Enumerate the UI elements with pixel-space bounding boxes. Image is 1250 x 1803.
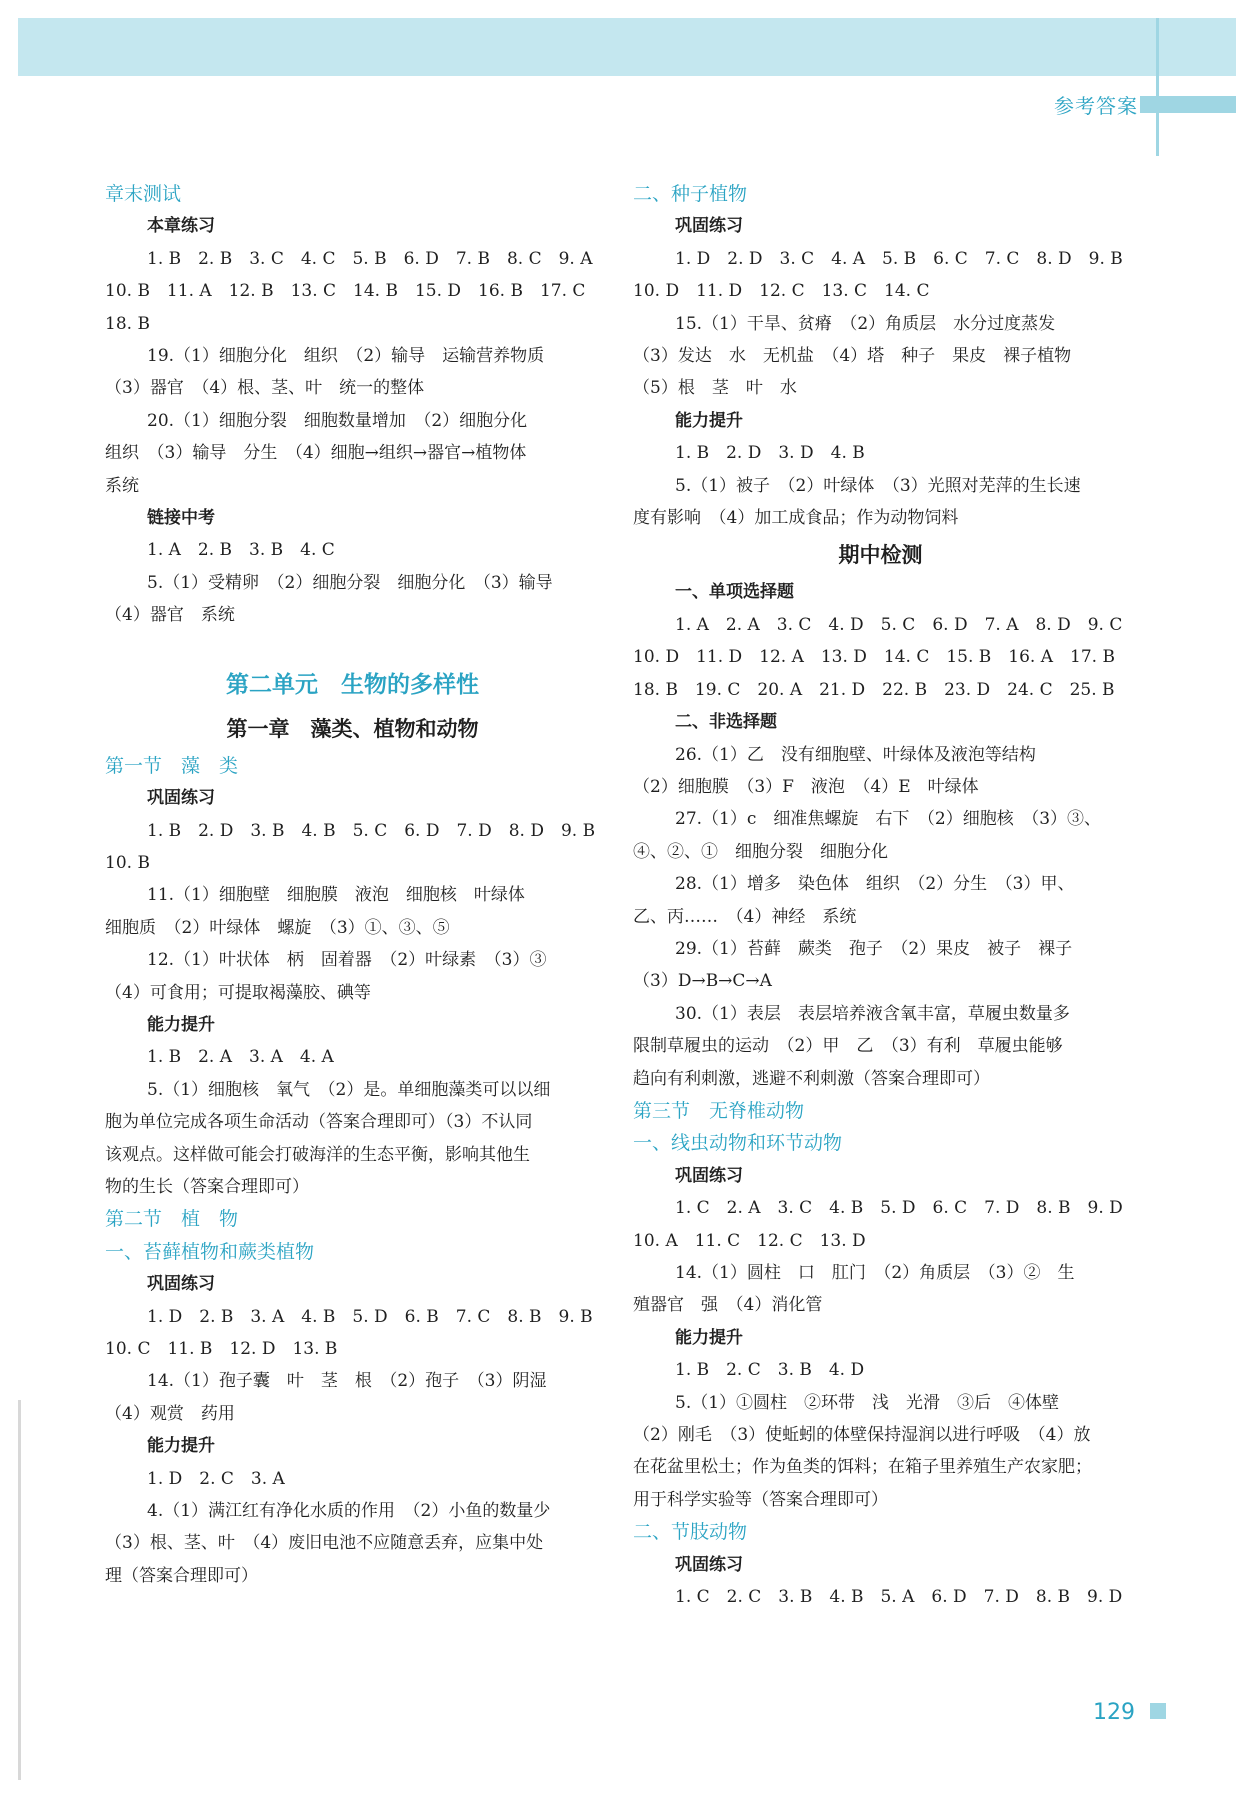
answer-line: （5）根 茎 叶 水 — [633, 378, 797, 399]
exercise-heading: 巩固练习 — [147, 788, 215, 809]
chapter-title: 期中检测 — [838, 543, 923, 568]
spacer — [105, 632, 600, 654]
answer-line: 1. B 2. C 3. B 4. D — [675, 1360, 865, 1381]
page-number-marker — [1150, 1703, 1166, 1719]
answer-line: 29.（1）苔藓 蕨类 孢子 （2）果皮 被子 裸子 — [675, 938, 1073, 959]
header-label: 参考答案 — [1054, 94, 1138, 118]
header-rule — [1156, 18, 1159, 156]
answer-line: 10. C 11. B 12. D 13. B — [105, 1339, 338, 1359]
answer-line: 乙、丙…… （4）神经 系统 — [633, 906, 857, 927]
header-bar — [1140, 96, 1236, 113]
exercise-heading: 巩固练习 — [675, 216, 743, 237]
section-heading: 第三节 无脊椎动物 — [633, 1099, 805, 1122]
answer-line: 10. D 11. D 12. C 13. C 14. C — [633, 281, 930, 302]
answer-line: 系统 — [105, 475, 139, 496]
answer-line: 细胞质 （2）叶绿体 螺旋 （3）①、③、⑤ — [105, 917, 450, 938]
answer-line: （2）细胞膜 （3）F 液泡 （4）E 叶绿体 — [633, 776, 979, 797]
answer-line: （4）器官 系统 — [105, 605, 235, 626]
answer-line: 胞为单位完成各项生命活动（答案合理即可）（3）不认同 — [105, 1112, 533, 1133]
answer-line: （4）可食用；可提取褐藻胶、碘等 — [105, 982, 371, 1003]
answer-line: 19.（1）细胞分化 组织 （2）输导 运输营养物质 — [147, 346, 545, 367]
answer-line: 1. C 2. C 3. B 4. B 5. A 6. D 7. D 8. B 9. D — [675, 1587, 1123, 1608]
answer-line: 5.（1）被子 （2）叶绿体 （3）光照对芜萍的生长速 — [675, 475, 1081, 496]
answer-line: 18. B 19. C 20. A 21. D 22. B 23. D 24. C 25. B — [633, 679, 1115, 700]
answer-line: 用于科学实验等（答案合理即可） — [633, 1489, 888, 1510]
answer-line: 该观点。这样做可能会打破海洋的生态平衡，影响其他生 — [105, 1144, 530, 1165]
answer-line: 10. B 11. A 12. B 13. C 14. B 15. D 16. B 17. C — [105, 281, 586, 302]
exercise-heading: 能力提升 — [675, 410, 743, 431]
answer-line: 1. B 2. A 3. A 4. A — [147, 1047, 334, 1068]
answer-line: 1. A 2. B 3. B 4. C — [147, 540, 335, 561]
exercise-heading: 巩固练习 — [675, 1165, 743, 1186]
right-column — [633, 178, 1128, 1613]
answer-line: （2）刚毛 （3）使蚯蚓的体壁保持湿润以进行呼吸 （4）放 — [633, 1425, 1091, 1446]
left-column — [105, 178, 600, 1592]
exercise-heading: 一、单项选择题 — [675, 582, 794, 603]
unit-title: 第二单元 生物的多样性 — [226, 671, 479, 698]
answer-line: 1. D 2. C 3. A — [147, 1468, 285, 1489]
section-heading: 章末测试 — [105, 183, 182, 205]
answer-line: 1. D 2. B 3. A 4. B 5. D 6. B 7. C 8. B 9. B — [147, 1306, 593, 1327]
section-heading: 二、种子植物 — [633, 183, 748, 205]
answer-line: 1. B 2. D 3. B 4. B 5. C 6. D 7. D 8. D 9. B — [147, 820, 596, 841]
answer-line: 1. C 2. A 3. C 4. B 5. D 6. C 7. D 8. B 9. D — [675, 1198, 1123, 1219]
answer-line: 1. B 2. D 3. D 4. B — [675, 443, 865, 464]
answer-line: 5.（1）受精卵 （2）细胞分裂 细胞分化 （3）输导 — [147, 572, 553, 593]
section-heading: 第一节 藻 类 — [105, 754, 239, 777]
answer-line: 30.（1）表层 表层培养液含氧丰富，草履虫数量多 — [675, 1003, 1070, 1024]
answer-line: 27.（1）c 细准焦螺旋 右下 （2）细胞核 （3）③、 — [675, 809, 1102, 830]
answer-line: 5.（1）①圆柱 ②环带 浅 光滑 ③后 ④体壁 — [675, 1392, 1060, 1413]
answer-line: 1. A 2. A 3. C 4. D 5. C 6. D 7. A 8. D 9. C — [675, 614, 1123, 635]
answer-line: 26.（1）乙 没有细胞壁、叶绿体及液泡等结构 — [675, 744, 1036, 765]
answer-line: （3）发达 水 无机盐 （4）塔 种子 果皮 裸子植物 — [633, 346, 1072, 367]
answer-line: ④、②、① 细胞分裂 细胞分化 — [633, 841, 888, 862]
answer-line: 物的生长（答案合理即可） — [105, 1176, 309, 1197]
answer-line: 1. D 2. D 3. C 4. A 5. B 6. C 7. C 8. D 9. B — [675, 248, 1123, 269]
answer-line: 在花盆里松土；作为鱼类的饵料；在箱子里养殖生产农家肥； — [633, 1457, 1092, 1478]
answer-line: 4.（1）满江红有净化水质的作用 （2）小鱼的数量少 — [147, 1501, 551, 1522]
answer-line: 殖器官 强 （4）消化管 — [633, 1295, 823, 1316]
answer-line: 度有影响 （4）加工成食品；作为动物饲料 — [633, 508, 959, 529]
chapter-title: 第一章 藻类、植物和动物 — [226, 716, 479, 741]
answer-line: 5.（1）细胞核 氧气 （2）是。单细胞藻类可以以细 — [147, 1079, 551, 1100]
section-heading: 一、苔藓植物和蕨类植物 — [105, 1240, 315, 1263]
exercise-heading: 巩固练习 — [147, 1274, 215, 1295]
exercise-heading: 巩固练习 — [675, 1554, 743, 1575]
answer-line: 限制草履虫的运动 （2）甲 乙 （3）有利 草履虫能够 — [633, 1036, 1063, 1057]
exercise-heading: 链接中考 — [147, 508, 215, 529]
header-band — [18, 18, 1236, 76]
answer-line: 28.（1）增多 染色体 组织 （2）分生 （3）甲、 — [675, 874, 1075, 895]
answer-line: 10. B — [105, 852, 150, 873]
answer-line: 11.（1）细胞壁 细胞膜 液泡 细胞核 叶绿体 — [147, 885, 525, 906]
exercise-heading: 能力提升 — [147, 1014, 215, 1035]
section-heading: 第二节 植 物 — [105, 1208, 239, 1231]
answer-line: 12.（1）叶状体 柄 固着器 （2）叶绿素 （3）③ — [147, 950, 547, 971]
page-edge — [18, 1400, 21, 1780]
exercise-heading: 能力提升 — [147, 1436, 215, 1457]
answer-line: （3）根、茎、叶 （4）废旧电池不应随意丢弃，应集中处 — [105, 1533, 544, 1554]
exercise-heading: 能力提升 — [675, 1327, 743, 1348]
answer-line: 14.（1）孢子囊 叶 茎 根 （2）孢子 （3）阴湿 — [147, 1371, 547, 1392]
section-heading: 一、线虫动物和环节动物 — [633, 1132, 843, 1155]
section-heading: 二、节肢动物 — [633, 1521, 748, 1544]
answer-line: 10. A 11. C 12. C 13. D — [633, 1230, 866, 1251]
answer-line: 15.（1）干旱、贫瘠 （2）角质层 水分过度蒸发 — [675, 313, 1056, 334]
answer-line: 14.（1）圆柱 口 肛门 （2）角质层 （3）② 生 — [675, 1263, 1075, 1283]
answer-line: 20.（1）细胞分裂 细胞数量增加 （2）细胞分化 — [147, 410, 528, 431]
page-number: 129 — [1093, 1700, 1135, 1725]
answer-line: 10. D 11. D 12. A 13. D 14. C 15. B 16. A 17. B — [633, 647, 1115, 668]
exercise-heading: 本章练习 — [147, 216, 215, 237]
answer-line: 理（答案合理即可） — [105, 1565, 258, 1586]
answer-line: （3）D→B→C→A — [633, 971, 772, 992]
answer-line: （3）器官 （4）根、茎、叶 统一的整体 — [105, 378, 425, 399]
answer-line: 趋向有利刺激，逃避不利刺激（答案合理即可） — [633, 1068, 990, 1089]
answer-line: （4）观赏 药用 — [105, 1403, 235, 1424]
answer-line: 1. B 2. B 3. C 4. C 5. B 6. D 7. B 8. C 9. A — [147, 248, 593, 269]
exercise-heading: 二、非选择题 — [675, 712, 777, 733]
answer-line: 18. B — [105, 313, 150, 334]
answer-line: 组织 （3）输导 分生 （4）细胞→组织→器官→植物体 — [105, 443, 527, 464]
